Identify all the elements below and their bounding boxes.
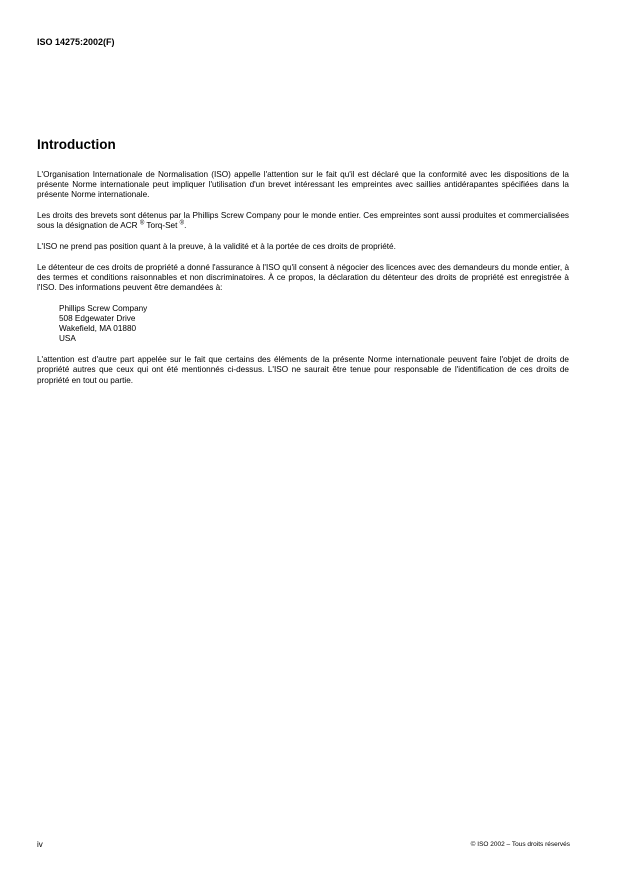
paragraph-iso-position: L'ISO ne prend pas position quant à la preuve, à la validité et à la portée de ces droits de propriété. (37, 242, 396, 252)
paragraph-patent-holder (37, 211, 569, 231)
page-title: Introduction (37, 137, 116, 152)
address-line: 508 Edgewater Drive (59, 314, 136, 324)
registered-trademark-symbol: ® (179, 220, 185, 227)
copyright-notice: © ISO 2002 – Tous droits réservés (470, 841, 570, 848)
registered-trademark-symbol: ® (139, 220, 145, 227)
torq-set-text: Torq-Set (144, 221, 178, 231)
contact-address (59, 304, 569, 345)
address-line: Wakefield, MA 01880 (59, 324, 137, 334)
document-reference: ISO 14275:2002(F) (37, 37, 115, 47)
address-line: USA (59, 334, 76, 344)
paragraph-other-rights: L'attention est d'autre part appelée sur le fait que certains des éléments de la présente Norme internationale peuvent faire l'objet de droits de propriété autres que ceux qui ont été mentionnés ci-dessus. L'ISO ne saurait être tenue pour responsable de l'identification de ces droits de propriété en tout ou partie. (37, 355, 569, 385)
document-body (37, 170, 569, 396)
paragraph-patent-holder-text: Les droits des brevets sont détenus par la Phillips Screw Company pour le monde entier. Ces empreintes sont aussi produites et commercialisées sous la désignation de ACR (37, 211, 569, 231)
paragraph-end-text: . (184, 221, 187, 231)
paragraph-patent-notice: L'Organisation Internationale de Normalisation (ISO) appelle l'attention sur le fait qu'il est déclaré que la conformité avec les dispositions de la présente Norme internationale peut impliquer l'utilisation d'un brevet intéressant les empreintes avec saillies antidérapantes spécifiées dans la présente Norme internationale. (37, 170, 569, 200)
address-line: Phillips Screw Company (59, 303, 148, 313)
page-number: iv (37, 840, 43, 849)
paragraph-license-assurance: Le détenteur de ces droits de propriété a donné l'assurance à l'ISO qu'il consent à négocier des licences avec des demandeurs du monde entier, à des termes et conditions raisonnables et non discriminatoires. À ce propos, la déclaration du détenteur des droits de propriété est enregistrée à l'ISO. Des informations peuvent être demandées à: (37, 262, 569, 293)
